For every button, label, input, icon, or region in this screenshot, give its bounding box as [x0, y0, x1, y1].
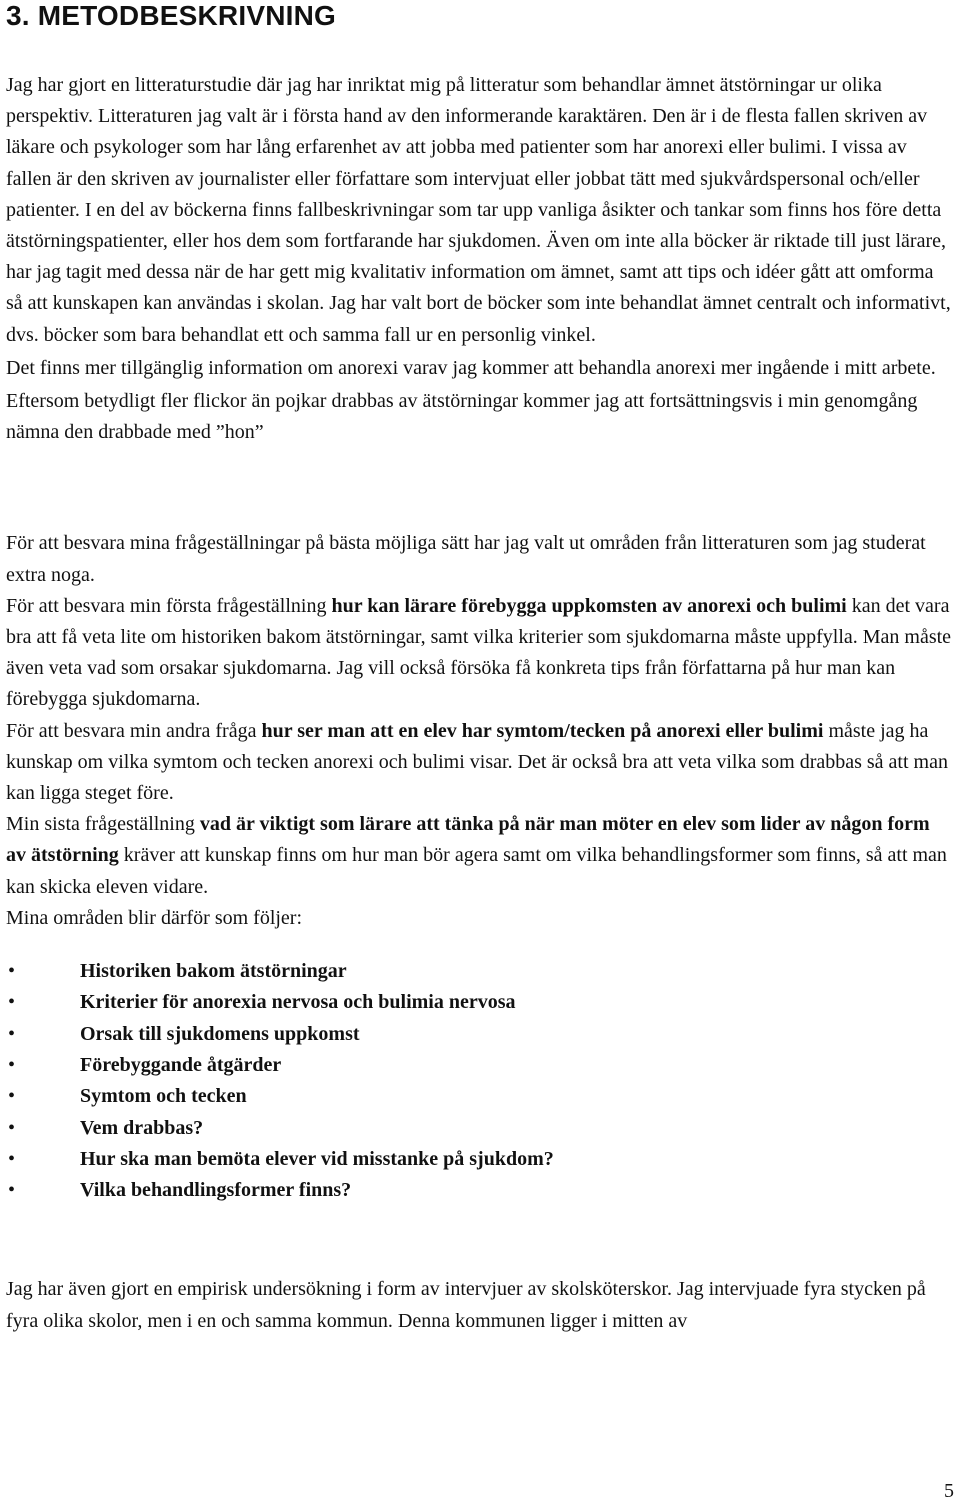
question-1-lead: För att besvara min första frågeställning — [6, 594, 332, 617]
document-page — [6, 0, 954, 1337]
list-item — [6, 987, 954, 1018]
list-item — [6, 956, 954, 987]
list-item — [6, 1050, 954, 1081]
question-2-text: hur ser man att en elev har symtom/tecken på anorexi eller bulimi — [261, 719, 824, 742]
bullet-icon: • — [8, 1147, 16, 1170]
question-2-lead: För att besvara min andra fråga — [6, 719, 262, 742]
intro-paragraph: Jag har gjort en litteraturstudie där jag har inriktat mig på litteratur som behandlar ämnet ätstörningar ur olika perspektiv. Litteraturen jag valt är i första hand av den informerande karaktären. Den är i de flesta fallen skriven av läkare och psykologer som har lång erfarenhet av att jobba med patienter som har anorexi eller bulimi. I vissa av fallen är den skriven av journalister eller författare som intervjuat eller jobbat tätt med sjukvårdspersonal och/eller patienter. I en del av böckerna finns fallbeskrivningar som tar upp vanliga åsikter och tankar som finns hos före detta ätstörningspatienter, eller hos dem som fortfarande har sjukdomen. Även om inte alla böcker är riktade till just lärare, har jag tagit med dessa när de har gett mig kvalitativ information om ämnet, samt att tips och idéer gått att omforma så att kunskapen kan användas i skolan. Jag har valt bort de böcker som inte behandlat ämnet centralt och informativt, dvs. böcker som bara behandlat ett och samma fall ur en personlig vinkel. — [6, 74, 951, 346]
list-item — [6, 1144, 954, 1175]
questions-intro-paragraph: För att besvara mina frågeställningar på bästa möjliga sätt har jag valt ut områden från litteraturen som jag studerat extra noga. — [6, 532, 926, 586]
anorexia-focus-paragraph: Det finns mer tillgänglig information om anorexi varav jag kommer att behandla anorexi mer ingående i mitt arbete. — [6, 356, 936, 379]
question-1-text: hur kan lärare förebygga uppkomsten av anorexi och bulimi — [331, 594, 847, 617]
question-3-lead: Min sista frågeställning — [6, 813, 200, 836]
areas-intro: Mina områden blir därför som följer: — [6, 906, 303, 929]
bullet-icon: • — [8, 960, 16, 983]
areas-list — [6, 956, 954, 1206]
question-3-paragraph — [6, 809, 954, 903]
list-item — [6, 1019, 954, 1050]
bullet-icon: • — [8, 1022, 16, 1045]
list-item-label: Vem drabbas? — [80, 1116, 204, 1139]
list-item-label: Historiken bakom ätstörningar — [80, 960, 347, 983]
question-2-body: måste jag ha kunskap om vilka symtom och tecken anorexi och bulimi visar. Det är också bra att veta vilka som drabbas så att man kan ligga steget före. — [6, 719, 948, 805]
list-item-label: Orsak till sjukdomens uppkomst — [80, 1022, 360, 1045]
list-item — [6, 1081, 954, 1112]
question-1-body: kan det vara bra att få veta lite om historiken bakom ätstörningar, samt vilka kriterier som sjukdomarna måste uppfylla. Man måste även veta vad som orsakar sjukdomarna. Jag vill också försöka få konkreta tips från författarna på hur man kan förebygga sjukdomarna. — [6, 594, 952, 711]
list-item — [6, 1175, 954, 1206]
question-2-paragraph — [6, 716, 954, 810]
list-item-label: Vilka behandlingsformer finns? — [80, 1179, 352, 1202]
list-item-label: Hur ska man bemöta elever vid misstanke på sjukdom? — [80, 1147, 554, 1170]
empirical-paragraph: Jag har även gjort en empirisk undersökning i form av intervjuer av skolsköterskor. Jag intervjuade fyra stycken på fyra olika skolor, men i en och samma kommun. Denna kommunen ligger i mitten av — [6, 1278, 926, 1332]
list-item — [6, 1113, 954, 1144]
bullet-icon: • — [8, 1116, 16, 1139]
list-item-label: Kriterier för anorexia nervosa och bulimia nervosa — [80, 991, 516, 1014]
bullet-icon: • — [8, 991, 16, 1014]
question-3-body: kräver att kunskap finns om hur man bör agera samt om vilka behandlingsformer som finns, så att man kan skicka eleven vidare. — [6, 844, 947, 898]
bullet-icon: • — [8, 1053, 16, 1076]
question-3-text: vad är viktigt som lärare att tänka på när man möter en elev som lider av någon form av ätstörning — [6, 813, 930, 867]
bullet-icon: • — [8, 1085, 16, 1108]
page-number: 5 — [944, 1480, 954, 1502]
pronoun-paragraph: Eftersom betydligt fler flickor än pojkar drabbas av ätstörningar kommer jag att fortsättningsvis i min genomgång nämna den drabbade med ”hon” — [6, 390, 918, 444]
list-item-label: Förebyggande åtgärder — [80, 1053, 282, 1076]
list-item-label: Symtom och tecken — [80, 1085, 247, 1108]
bullet-icon: • — [8, 1179, 16, 1202]
question-1-paragraph — [6, 591, 954, 716]
section-heading: 3. METODBESKRIVNING — [6, 0, 336, 31]
